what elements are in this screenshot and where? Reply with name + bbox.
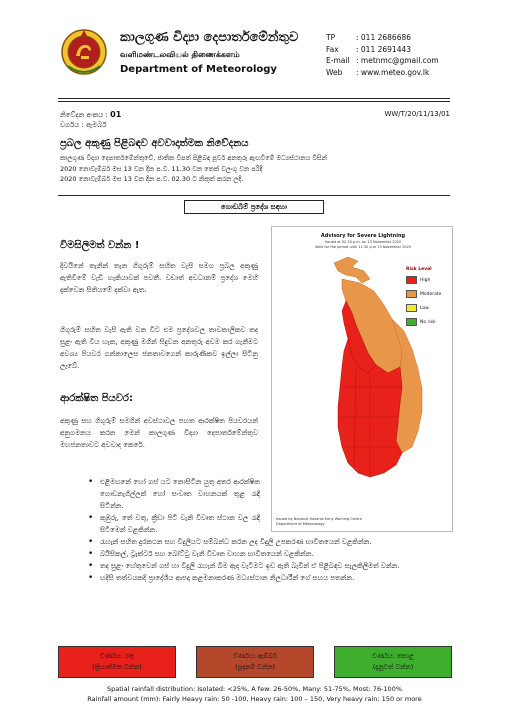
list-item: • හදිසි තත්වයකදී ප්‍රාදේශීය ආපදා කළමනාකරණ මධ්‍යස්ථාන නිලධාරීන් ගේ සහය පතන්න. bbox=[60, 572, 452, 584]
map-issued-info: Issued at 02.30 p.m. on 13 November 2020 Valid for the period until 11.30 p.m 13 November 2020 bbox=[314, 240, 412, 249]
map-legend bbox=[406, 267, 450, 332]
contact-email: E-mail : metnmc@gmail.com bbox=[326, 56, 439, 65]
notice-page bbox=[52, 18, 457, 708]
paragraph-risk: දිවයිනේ තැනින් තැන ගිගුරුම් සහිත වැසි සමග ප්‍රබල අකුණු ඇතිවීමේ වැඩි හැකියාවක් පවතී. වඩාත් අවධානම් ප්‍රදේශ මෙහි දැක්වෙන සිතියමේ දක්වා ඇත. bbox=[60, 262, 258, 294]
dept-name-tamil: வளிமண்டலவியல் திணைக்களம் bbox=[120, 50, 240, 59]
legend-swatch-no-risk bbox=[406, 318, 417, 326]
paragraph-safety: අකුණු සහ ගිගුරුම් සමගින් අවස්ථාවල පහත ආරක්ෂිත පියවරයන් අනුගමනය කරන මෙන් කාලගුණ විද්‍යා දෙපාර්තමේන්තුව මහජනතාවට අවවාද කෙරේ. bbox=[60, 417, 258, 449]
contact-tp: TP : 011 2686686 bbox=[326, 33, 412, 42]
dept-name-english: Department of Meteorology bbox=[120, 64, 277, 75]
footer-rainfall: Rainfall amount (mm): Fairly Heavy rain: 50 -100, Heavy rain: 100 – 150, Very heavy rain: 150 or more bbox=[87, 695, 422, 703]
notice-title: ප්‍රබල අකුණු පිළිබඳව අවවාදාත්මක නිවේදනය bbox=[60, 138, 249, 149]
map-region-north bbox=[334, 257, 370, 283]
map-title: Advisory for Severe Lightning bbox=[320, 233, 406, 239]
notice-reference: WW/T/20/11/13/01 bbox=[384, 110, 450, 118]
section-rule bbox=[58, 195, 450, 196]
region-banner: ගොඩබිම් ප්‍රදේශ සඳහා bbox=[184, 200, 324, 214]
safety-measures-list bbox=[60, 476, 452, 584]
contact-block bbox=[326, 32, 439, 78]
legend-item-moderate: Moderate bbox=[406, 290, 450, 298]
header-rule-bottom bbox=[58, 101, 450, 102]
alert-box-amber: වර්ණය: ඇම්බර් (සූදානම් වන්න) bbox=[196, 646, 314, 678]
letterhead bbox=[60, 24, 450, 86]
legend-item-high: High bbox=[406, 276, 450, 284]
contact-web: Web : www.meteo.gov.lk bbox=[326, 67, 430, 77]
safety-heading: ආරක්ෂිත පියවර: bbox=[60, 393, 133, 404]
notice-number: නිවේදන අංකය : 01 bbox=[60, 110, 122, 119]
alert-heading: විමසිලිමත් වන්න ! bbox=[60, 240, 140, 251]
paragraph-advice: ගිගුරුම් සහිත වැසි ඇති වන විට එම ප්‍රදේශවල තාවකාලිකව තද සුළං ඇති විය හැක, අකුණු මගින් සිදුවන අනතුරු අවම කර ගැනීමට අවශ්‍ය පියවර ගන්නාලෙස ජනතාවගෙන් කාරුණිකව ඉල්ලා සිටිනු ලැබේ. bbox=[60, 326, 258, 370]
notice-subtitle: කාලගුණ විද්‍යා දෙපාර්තමේන්තුවේ, ජාතික විපත් පිළිබඳ පූර්ව අනතුරු ඇඟවීමේ මධ්‍යස්ථානය විසින් 2020 නොවැම්බර් මස 13 වන දින ප.ව. 11.30 වන තෙක් වලංගු වන පරිදි 2020 නොවැම්බර් මස 13 වන දින ප.ව. 02.30 ට නිකුත් කරන ලදි. bbox=[60, 154, 327, 183]
legend-swatch-low bbox=[406, 304, 417, 312]
list-item: • කුඹුරු, තේ වතු, ක්‍රීඩා පිටි වැනි විවෘත ස්ථාන වල රැඳී සිටීමෙන් වළකින්න. bbox=[60, 512, 260, 536]
alert-box-green: වර්ණය: කොළ (දැනුවත් වන්න) bbox=[334, 646, 452, 678]
legend-title: Risk Level bbox=[406, 267, 432, 272]
footer-distribution: Spatial rainfall distribution: Isolated: <25%, A few: 26-50%, Many: 51-75%, Most: 76-100% bbox=[106, 685, 403, 693]
legend-swatch-high bbox=[406, 276, 417, 284]
legend-item-no-risk: No risk bbox=[406, 318, 450, 326]
header-rule-top bbox=[58, 98, 450, 99]
legend-swatch-moderate bbox=[406, 290, 417, 298]
alert-level-key bbox=[58, 646, 452, 678]
contact-fax: Fax : 011 2691443 bbox=[326, 44, 412, 54]
notice-classification: වර්ගය : ඇමබර් bbox=[60, 121, 107, 129]
legend-item-low: Low bbox=[406, 304, 450, 312]
dept-name-sinhala: කාලගුණ විද්‍යා දෙපාර්තමේන්තුව bbox=[120, 30, 299, 45]
alert-box-red: වර්ණය: රතු (ක්‍රියාත්මක වන්න) bbox=[58, 646, 176, 678]
list-item: • එළිමහනේ හෝ ගස් යට නොසිටින යුතු අතර ආරක්ෂිත ගොඩනැගිල්ලක් හෝ සංවෘත වාහනයක් තුළ රැඳී සිටින්න. bbox=[60, 476, 260, 512]
map-footer: Issued by National Hazards Early Warning Centre Department of Meteorology bbox=[276, 517, 362, 526]
national-emblem-icon bbox=[60, 26, 108, 78]
list-item: • තද සුළං හේතුවෙන් ගස් හා විදුලි රැහැන් බිම ඇද වැටීමට ඉඩ ඇති බැවින් ඒ පිළිබඳව සැලකිලිමත් වන්න. bbox=[60, 560, 452, 572]
list-item: • බයිසිකල්, ට්‍රැක්ටර් සහ බෝට්ටු වැනි විවෘත වාහන භාවිතයෙන් වළකින්න. bbox=[60, 548, 452, 560]
list-item: • රැහැන් සහිත දුරකථන සහ විදුලියට සම්බන්ධ කරන ලද විදුලි උපකරණ භාවිතයෙන් වළකින්න. bbox=[60, 536, 452, 548]
